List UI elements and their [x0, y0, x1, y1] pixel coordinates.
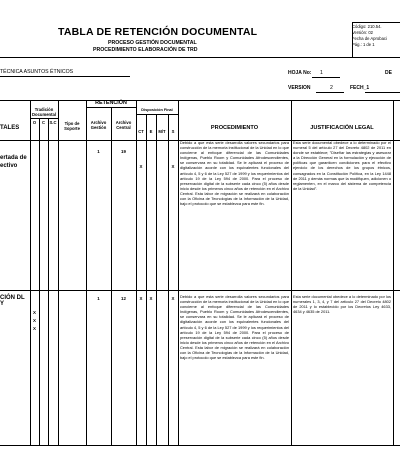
- s-mark: X: [171, 164, 175, 169]
- procedure-name: PROCEDIMIENTO ELABORACIÓN DE TRD: [93, 47, 198, 53]
- archivo-gestion-value: 1: [97, 296, 100, 301]
- dependency-field: TÉCNICA ASUNTOS ÉTNICOS: [0, 69, 74, 75]
- de-label: DE: [385, 70, 392, 76]
- table-row-series-name: ertada de ectivo: [0, 155, 27, 169]
- hoja-label: HOJA No:: [288, 70, 312, 76]
- s-mark: X: [171, 296, 175, 301]
- retencion-header: RETENCIÓN: [95, 100, 127, 106]
- justificacion-header: JUSTIFICACIÓN LEGAL: [310, 125, 374, 131]
- document-title: TABLA DE RETENCIÓN DOCUMENTAL: [58, 26, 258, 38]
- archivo-central-value: 19: [121, 149, 126, 154]
- procedimiento-header: PROCEDIMIENTO: [210, 125, 259, 131]
- tradicion-mark: X: [33, 318, 36, 323]
- tradicion-mark: X: [33, 326, 36, 331]
- disposicion-header: Disposición Final: [141, 108, 173, 112]
- archivo-gestion-header: Archivo Gestión: [90, 120, 107, 130]
- hoja-value: 1: [320, 70, 323, 76]
- version-label: VERSION: [288, 85, 311, 91]
- archivo-central-value: 12: [121, 296, 126, 301]
- table-row-series-name: CIÓN DL Y: [0, 295, 25, 307]
- e-mark: X: [149, 296, 153, 301]
- version-value: 2: [330, 85, 333, 91]
- justificacion-text: Esta serie documental obedece a lo determinado por el numeral 5 del artículo 27 del Decreto 4802 de 2011 en donde se establece; "Diseñar las estrategias y asesorar a la Dirección General en la formulación y ejecución de políticas que garanticen condiciones para el efectivo ejercicio de los derechos de los grupos étnicos, consagrados en la Constitución Política, en la Ley 1448 de 2011 y demás normas que la modifiquen, adicionen o reglamenten, en el marco del sistema de competencia de la Unidad".: [293, 140, 391, 191]
- process-name: PROCESO GESTIÓN DOCUMENTAL: [108, 40, 197, 46]
- tipo-soporte-header: Tipo de Soporte: [64, 121, 80, 131]
- document-meta-box: Código: 210.54. Versión: 02 Fecha de Aprobaci Pág.: 1 de 1: [352, 24, 387, 47]
- tradicion-mark: X: [33, 310, 36, 315]
- archivo-central-header: Archivo Central: [115, 120, 132, 130]
- tradicion-header: Tradición Documental: [32, 107, 56, 117]
- justificacion-text: Esta serie documental obedece a lo determinado por los numerales 1, 3, 4, y 7 del artículo 27 del Decreto 4802 de 2011 y lo establecido por los Decretos Ley 4633, 4634 y 4635 de 2011.: [293, 294, 391, 315]
- series-header: TALES: [0, 125, 20, 131]
- procedimiento-text: Debido a que esta serie desarrolla valores secundarios para construcción de la memoria institucional de la Unidad en lo que concierne al enfoque diferencial de las Comunidades Indígenas, Pueblo Room y Comunidades Afrodescendientes, se conservara en su totalidad. Se le aplicará el proceso de digitalización acorde con los equivalentes funcionales del artículo 4, 5 y 6 de la Ley 527 de 1999 y los requerimientos del artículo 19 de la Ley 594 de 2000. Para el proceso de preservación digital de la subserie cada cinco (5) años desde inicio desde los primeros cinco años de retención en el Archivo Central. Esta labor de migración se realizará en colaboración con la Oficina de Tecnologías de la Información de la Unidad, bajo el protocolo que se establezca para este fin.: [180, 140, 289, 207]
- ct-mark: X: [139, 164, 143, 169]
- ct-mark: X: [139, 296, 143, 301]
- archivo-gestion-value: 1: [97, 149, 100, 154]
- fecha-label: FECH_1: [350, 85, 370, 91]
- procedimiento-text: Debido a que esta serie desarrolla valores secundarios para construcción de la memoria institucional de la Unidad en lo que concierne al enfoque diferencial de las Comunidades Indígenas, Pueblo Room y Comunidades Afrodescendientes, se conservara en su totalidad. Se le aplicará el proceso de digitalización acorde con los equivalentes funcionales del artículo 4, 5 y 6 de la Ley 527 de 1999 y los requerimientos del artículo 19 de la Ley 594 de 2000. Para el proceso de preservación digital de la subserie cada cinco (5) años desde inicio desde los primeros cinco años de retención en el Archivo Central. Esta labor de migración se realizará en colaboración con la Oficina de Tecnologías de la Información de la Unidad, bajo el protocolo que se establezca para este fin.: [180, 294, 289, 361]
